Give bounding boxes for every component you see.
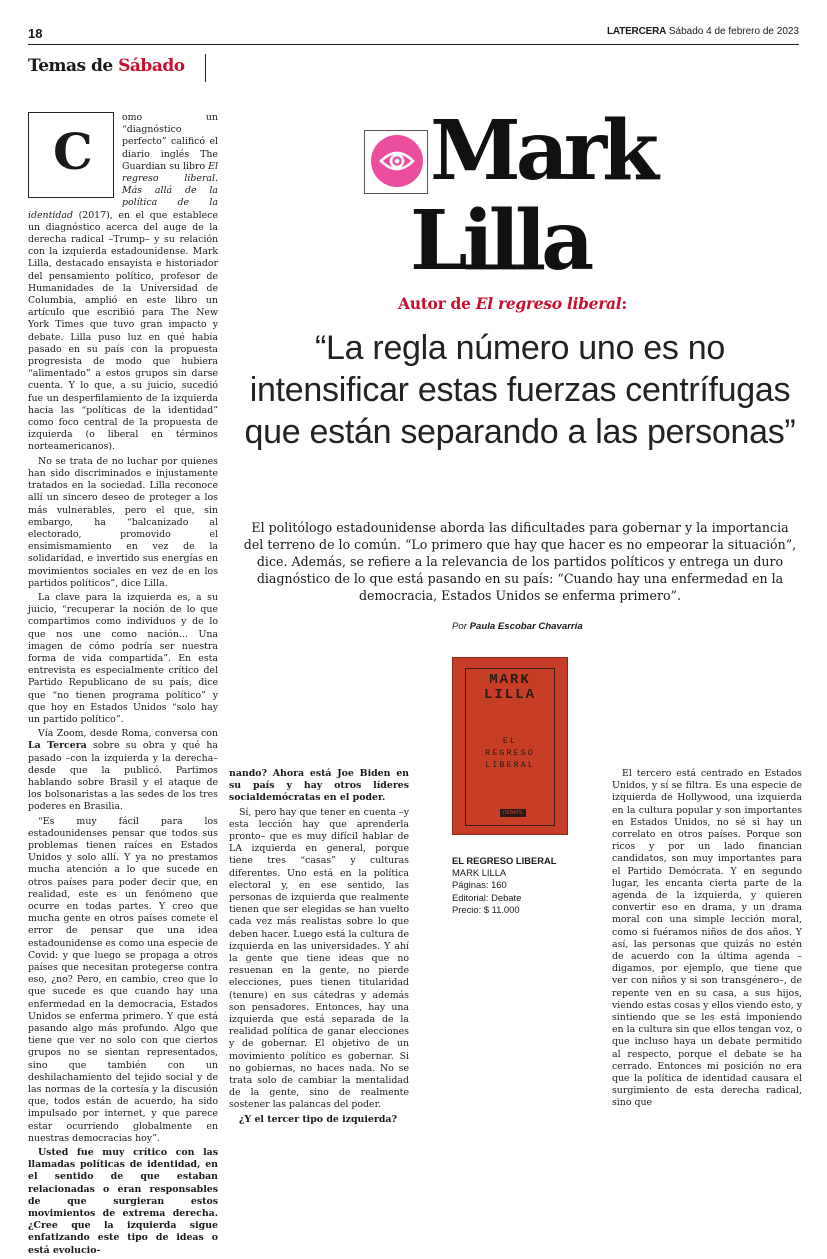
article-column-3	[612, 768, 802, 1112]
paragraph: El tercero está centrado en Estados Unidos, y sí se filtra. Es una especie de izquierda de Hollywood, una izquierda en la cultura popular y son importantes en Estados Unidos, no sé si hay un correlato en otros países. Porque son ricos y por un lado financian candidatos, son muy importantes para el Partido Demócrata. Y en segundo lugar, les encanta cierta parte de la agenda de la izquierda, y quieren convertir eso en drama, y un drama moral con una simple lección moral, como si fuéramos niños de dos años. Y así, las personas que quizás no estén de acuerdo con la última agenda –digamos, por ejemplo, que tiene que ver con niños y si son transgénero–, de repente ven en su casa, a sus hijos, viendo estas cosas y ellos viendo esto, y sintiendo que se les está imponiendo en la cultura sin que ellos tengan voz, o que incluso haya un debate permitido al respecto, porque el debate se ha cerrado. Entonces mi posición no era que la política de identidad causara el surgimiento de esta derecha radical, sino que	[612, 768, 802, 1109]
eye-icon	[371, 135, 423, 187]
book-cover-author: MARK LILLA	[483, 672, 536, 703]
interview-question: ¿Y el tercer tipo de izquierda?	[239, 1113, 397, 1125]
book-info-price: Precio: $ 11.000	[452, 903, 520, 915]
section-title	[28, 56, 185, 76]
section-divider	[205, 54, 206, 82]
paragraph: “Es muy fácil para los estadounidenses pensar que todos sus problemas tienen raíces en Estados Unidos y solo allí. Y ya no prestamos mucha atención a lo que sucede en otros países para poder decir que, en realidad, este es un fenómeno que ocurre en todas partes. Y creo que mucha gente en otros países comete el error de pensar que una idea estadounidense es como una especie de Covid: y que luego se propaga a otros países que necesitan protegerse contra eso, ¿no? Pero, en cambio, creo que lo que sucede es que cuando hay una enfermedad en la democracia, Estados Unidos se enferma primero. Y que está pasando algo más profundo. Algo que tiene que ver no solo con que ciertos grupos no se sientan representados, sino que también con un deshilachamiento del tejido social y de las normas de la cortesía y la discusión que, todos están de acuerdo, ha sido impulsado por internet, y que parece estar ocurriendo globalmente en nuestras democracias hoy”.	[28, 815, 218, 1144]
publisher-logo: DEBATE	[500, 809, 526, 817]
page-header	[28, 26, 799, 42]
section-title-prefix: Temas de	[28, 56, 113, 76]
header-masthead	[607, 26, 799, 37]
section-title-accent: Sábado	[118, 56, 185, 76]
text-run: Vía Zoom, desde Roma, conversa con	[38, 728, 218, 740]
issue-date: Sábado 4 de febrero de 2023	[668, 26, 799, 37]
paragraph: La clave para la izquierda es, a su juicio, “recuperar la noción de lo que compartimos como individuos y de lo que nos une como nación... Una imagen de cómo podría ser nuestra forma de vida compartida”. En esta entrevista es especialmente crítico del Partido Republicano de su país, dice que “no tienen programa político” y que hoy en Estados Unidos “solo hay un partido político”.	[28, 591, 218, 725]
article-column-1	[28, 112, 218, 1259]
paragraph: Sí, pero hay que tener en cuenta –y esta lección hay que aprenderla pronto– que es muy difícil hablar de LA izquierda en general, porque tiene tres “casas” y culturas diferentes. Uno está en la política electoral y, en ese sentido, las personas de izquierda que realmente tienen que ser elegidas se han vuelto cada vez más realistas sobre lo que deben hacer. Luego está la cultura de izquierda en las universidades. Y ahí la gente que tiene ideas que no resuenan en la gente, no pierde elecciones, pues tienen titularidad (tenure) en sus cátedras y además son pensadores. Entonces, hay una izquierda que está separada de la realidad política de ganar elecciones y de gobernar. El objetivo de un movimiento político es gobernar. Si no gobiernas, no haces nada. No se trata solo de cambiar la mentalidad de la gente, sino de realmente sostener las palancas del poder.	[229, 806, 409, 1111]
interview-question: Usted fue muy crítico con las llamadas políticas de identidad, en el sentido de que estaban relacionadas o eran responsables de que surgieran estos movimientos de extrema derecha. ¿Cree que la izquierda sigue enfatizando este tipo de ideas o está evolucio-	[28, 1147, 218, 1256]
pull-quote: “La regla número uno es no intensificar estas fuerzas centrífugas que están separando a las personas”	[244, 329, 796, 451]
book-info-author: MARK LILLA	[452, 867, 507, 879]
eye-icon-graphic	[379, 147, 415, 175]
subtitle-colon: :	[621, 294, 627, 313]
paragraph	[28, 728, 218, 813]
book-info-title: EL REGRESO LIBERAL	[452, 855, 557, 866]
book-info	[452, 855, 582, 916]
article-column-2	[229, 768, 409, 1128]
text-run: sobre su obra y qué ha pasado –con la izquierda y la derecha– desde que la publicó. Partimos hablando sobre Brasil y el ataque de los bolsonaristas a las sedes de los tres poderes en Brasilia.	[28, 740, 218, 813]
drop-cap-box	[28, 112, 114, 198]
interview-question: nando? Ahora está Joe Biden en su país y hay otros líderes socialdemócratas en el poder.	[229, 768, 409, 804]
article-deck: El politólogo estadounidense aborda las dificultades para gobernar y la importancia del terreno de lo común. “Lo primero que hay que hacer es no empeorar la situación”, dice. Además, se refiere a la relevancia de los partidos políticos y entrega un duro diagnóstico de lo que está pasando en su país: “Cuando hay una enfermedad en la democracia, Estados Unidos se enferma primero”.	[243, 520, 797, 603]
headline-subtitle	[398, 294, 627, 313]
byline	[452, 621, 583, 632]
drop-cap: C	[53, 122, 93, 181]
byline-prefix: Por	[452, 621, 467, 632]
header-rule	[28, 44, 799, 45]
text-run: omo un “diagnóstico perfecto” calificó el diario inglés The Guardian su libro	[122, 112, 218, 172]
brand-name: LATERCERA	[606, 26, 667, 37]
subtitle-book: El regreso liberal	[475, 294, 622, 313]
byline-author: Paula Escobar Chavarría	[469, 621, 583, 632]
book-cover-title: EL REGRESO LIBERAL	[485, 736, 535, 770]
section-label	[28, 56, 185, 82]
book-cover-frame	[465, 668, 555, 826]
headline-name-first: Mark	[430, 103, 654, 199]
headline-name-last: Lilla	[410, 193, 590, 289]
page-number: 18	[28, 26, 43, 41]
book-title-inline: El regreso liberal. Más allá de la política de la identidad	[28, 160, 218, 221]
text-run: (2017), en el que establece un diagnóstico acerca del auge de la derecha radical –Trump– y su relación con la izquierda estadounidense. Mark Lilla, destacado ensayista e historiador del pensamiento político, profesor de Humanidades de la Universidad de Columbia, amplió en este libro un artículo que escribió para The New York Times que tuvo gran impacto y debate. Lilla puso luz en qué había pasado en su país con la propuesta progresista de modo que hubiera “alimentado” a estos grupos sin darse cuenta. Y lo que, a su juicio, sucedió fue un desperfilamiento de la izquierda hacia las “políticas de la identidad” como foco central de la propuesta de izquierda (o liberal en términos norteamericanos).	[28, 209, 218, 453]
section-icon-box	[364, 130, 428, 194]
paragraph: No se trata de no luchar por quienes han sido discriminados e injustamente tratados en la sociedad. Lilla reconoce allí un sincero deseo de proteger a los más vulnerables, pero el que, sin embargo, ha “balcanizado al electorado, promovido el ensimismamiento en vez de la solidaridad, e invertido sus energías en movimientos sociales en vez de en los partidos políticos”, dice Lilla.	[28, 455, 218, 589]
book-info-pages: Páginas: 160	[452, 879, 507, 891]
book-info-publisher: Editorial: Debate	[452, 891, 522, 903]
subtitle-prefix: Autor de	[398, 294, 471, 313]
book-cover-image	[452, 657, 568, 835]
newspaper-name: La Tercera	[28, 740, 87, 752]
